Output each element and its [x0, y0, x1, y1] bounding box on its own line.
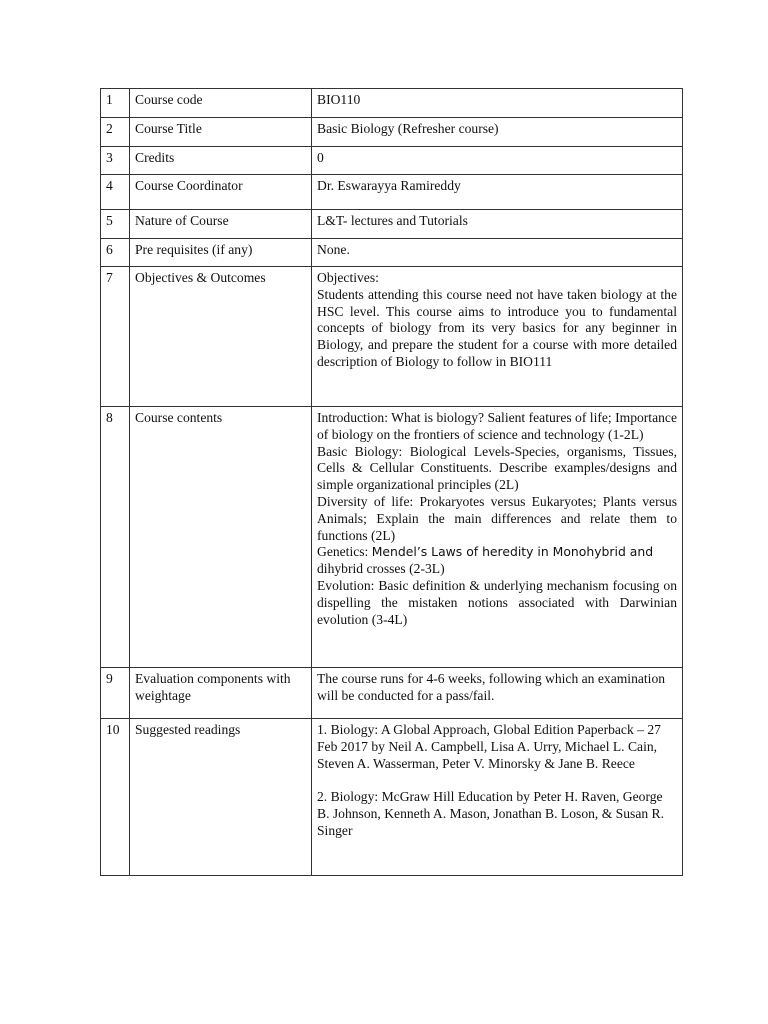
table-row: [101, 407, 683, 668]
row-label: Course contents: [130, 407, 312, 668]
row-value: [312, 719, 683, 876]
row-label: Pre requisites (if any): [130, 239, 312, 267]
row-value: [312, 407, 683, 668]
value-text: Students attending this course need not have taken biology at the HSC level. This course aims to introduce you to fundamental concepts of biology from its very basics for any beginner in Biology, and prepare the student for a course with more detailed description of Biology to follow in BIO111: [317, 286, 677, 369]
row-value: [312, 239, 683, 267]
table-row: [101, 118, 683, 147]
row-number: 7: [101, 267, 130, 407]
row-label: Objectives & Outcomes: [130, 267, 312, 407]
row-label: Course Coordinator: [130, 175, 312, 210]
row-value: [312, 118, 683, 147]
course-details-table: [100, 88, 683, 876]
table-row: [101, 89, 683, 118]
table-row: [101, 239, 683, 267]
table-row: [101, 267, 683, 407]
table-row: [101, 175, 683, 210]
reading-item: 1. Biology: A Global Approach, Global Edition Paperback – 27 Feb 2017 by Neil A. Campbell, Lisa A. Urry, Michael L. Cain, Steven A. Wasserman, Peter V. Minorsky & Jane B. Reece: [317, 722, 661, 771]
contents-diversity: Diversity of life: Prokaryotes versus Eukaryotes; Plants versus Animals; Explain the main differences and relate them to functions (2L): [317, 493, 677, 543]
value-text: L&T- lectures and Tutorials: [317, 213, 468, 228]
table-row: [101, 719, 683, 876]
value-heading: Objectives:: [317, 270, 379, 285]
contents-evolution: Evolution: Basic definition & underlying mechanism focusing on dispelling the mistaken notions associated with Darwinian evolution (3-4L): [317, 577, 677, 627]
row-number: 2: [101, 118, 130, 147]
row-value: [312, 210, 683, 239]
row-label: Course code: [130, 89, 312, 118]
row-value: [312, 267, 683, 407]
value-text: None.: [317, 242, 350, 257]
row-number: 4: [101, 175, 130, 210]
row-number: 5: [101, 210, 130, 239]
value-text: Dr. Eswarayya Ramireddy: [317, 178, 461, 193]
contents-genetics: [317, 544, 677, 578]
table-row: [101, 147, 683, 175]
row-number: 6: [101, 239, 130, 267]
row-number: 8: [101, 407, 130, 668]
row-number: 1: [101, 89, 130, 118]
row-value: [312, 668, 683, 719]
row-number: 10: [101, 719, 130, 876]
row-label: Evaluation components with weightage: [130, 668, 312, 719]
value-text: BIO110: [317, 92, 361, 107]
row-value: [312, 89, 683, 118]
value-text: Basic Biology (Refresher course): [317, 121, 499, 136]
row-number: 3: [101, 147, 130, 175]
row-label: Course Title: [130, 118, 312, 147]
table-row: [101, 210, 683, 239]
contents-basic-biology: Basic Biology: Biological Levels-Species, organisms, Tissues, Cells & Cellular Constituents. Describe examples/designs and simple organizational principles (2L): [317, 443, 677, 493]
row-label: Suggested readings: [130, 719, 312, 876]
row-label: Credits: [130, 147, 312, 175]
row-value: [312, 147, 683, 175]
contents-introduction: Introduction: What is biology? Salient features of life; Importance of biology on the frontiers of science and technology (1-2L): [317, 410, 677, 442]
row-value: [312, 175, 683, 210]
row-label: Nature of Course: [130, 210, 312, 239]
value-text: 0: [317, 150, 324, 165]
genetics-text: Mendel’s Laws of heredity in Monohybrid and: [371, 544, 654, 560]
value-text: The course runs for 4-6 weeks, following which an examination will be conducted for a pass/fail.: [317, 671, 666, 703]
genetics-lead: Genetics:: [317, 544, 372, 560]
row-number: 9: [101, 668, 130, 719]
table-row: [101, 668, 683, 719]
reading-item: 2. Biology: McGraw Hill Education by Peter H. Raven, George B. Johnson, Kenneth A. Mason, Jonathan B. Loson, & Susan R. Singer: [317, 789, 665, 838]
genetics-tail: dihybrid crosses (2-3L): [317, 561, 445, 577]
